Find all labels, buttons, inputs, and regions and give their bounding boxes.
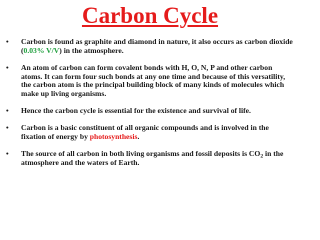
co2-subscript: 2 bbox=[260, 153, 264, 160]
bullet-text: An atom of carbon can form covalent bonds with H, O, N, P and other carbon atoms. It can form four such bonds at any one time and because of this versatility, the carbon atom is the principal building block of many kinds of molecules which make up living organisms. bbox=[21, 63, 286, 98]
bullet-text: in the atmosphere and the waters of Earth. bbox=[21, 149, 284, 167]
bullet-item-carbon-bonds bbox=[0, 64, 300, 98]
bullet-item-organic-compounds bbox=[0, 124, 300, 141]
bullet-icon: • bbox=[6, 149, 9, 159]
bullet-text: Carbon is found as graphite and diamond in nature, it also occurs as carbon dioxide ( bbox=[21, 37, 293, 55]
bullet-text: ) in the atmosphere. bbox=[59, 45, 124, 55]
bullet-text: . bbox=[137, 131, 140, 141]
bullet-icon: • bbox=[6, 105, 9, 115]
bullet-item-carbon-source bbox=[0, 150, 300, 167]
bullet-text: Hence the carbon cycle is essential for the existence and survival of life. bbox=[21, 105, 251, 115]
bullet-item-cycle-essential bbox=[0, 107, 300, 116]
bullet-list bbox=[0, 38, 300, 177]
bullet-icon: • bbox=[6, 123, 9, 133]
bullet-text: The source of all carbon in both living organisms and fossil deposits is CO bbox=[21, 149, 261, 159]
bullet-item-carbon-forms bbox=[0, 38, 300, 55]
co2-percentage-highlight: 0.03% V/V bbox=[23, 45, 60, 55]
bullet-text: Carbon is a basic constituent of all organic compounds and is involved in the fixation of energy by bbox=[21, 123, 269, 141]
bullet-icon: • bbox=[6, 37, 9, 46]
bullet-icon: • bbox=[6, 63, 9, 73]
slide-title: Carbon Cycle bbox=[81, 3, 219, 28]
photosynthesis-highlight: photosynthesis bbox=[89, 131, 138, 141]
